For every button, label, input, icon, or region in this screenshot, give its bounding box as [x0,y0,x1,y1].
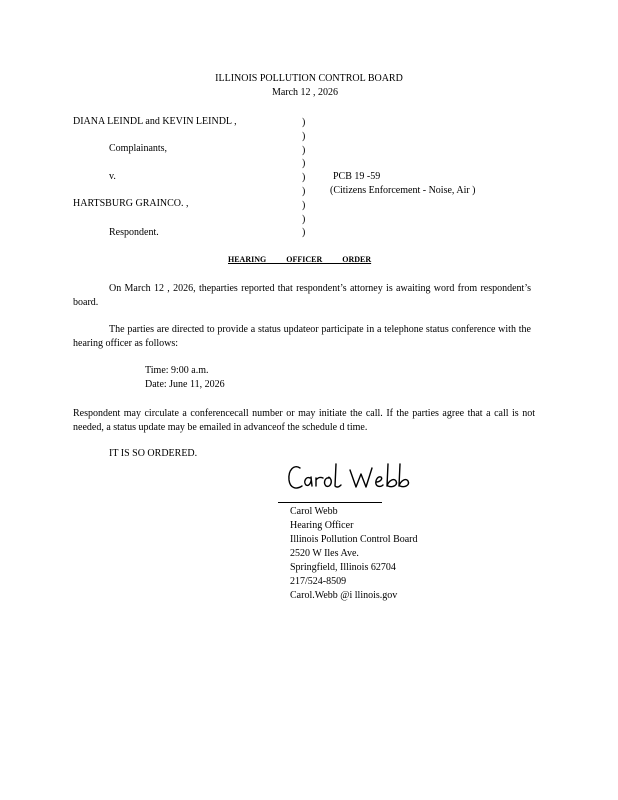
respondent-label: Respondent. [109,227,159,238]
order-title: HEARING OFFICER ORDER [228,255,372,264]
paren: ) [302,172,306,184]
paren: ) [302,117,306,128]
paren: ) [302,130,306,142]
conference-time: Time: 9:00 a.m. [145,365,209,376]
paren: ) [302,227,306,239]
handwritten-signature [286,458,416,498]
paragraph-call-instructions: Respondent may circulate a conferencecall number or may initiate the call. If the parties agree that a call is not needed, a status update may be emailed in advanceof the schedule d time. [73,408,535,433]
paren: ) [302,144,306,156]
caption-parentheses [302,116,305,240]
paren: ) [302,185,306,197]
paren: ) [302,158,306,170]
paragraph-directive: The parties are directed to provide a status updateor participate in a telephone status conference with the hearing officer as follows: [73,324,531,349]
complainants-names: DIANA LEINDL and KEVIN LEINDL , [73,116,237,127]
signature-line [278,502,382,503]
order-date: March 12 , 2026 [271,87,339,98]
signer-email: Carol.Webb @i llinois.gov [290,590,398,601]
signer-title: Hearing Officer [290,520,354,531]
signer-agency: Illinois Pollution Control Board [290,534,418,545]
signer-address: 2520 W Iles Ave. [290,548,359,559]
signer-city: Springfield, Illinois 62704 [290,562,396,573]
ordered-statement: IT IS SO ORDERED. [109,448,198,459]
complainants-label: Complainants, [109,143,168,154]
respondent-name: HARTSBURG GRAINCO. , [73,198,189,209]
paren: ) [302,213,306,225]
paren: ) [302,199,306,211]
versus-label: v. [109,171,116,182]
case-number: PCB 19 -59 [333,171,381,182]
signer-name: Carol Webb [290,506,338,517]
conference-date: Date: June 11, 2026 [145,379,225,390]
case-type: (Citizens Enforcement - Noise, Air ) [330,185,476,196]
signer-phone: 217/524-8509 [290,576,347,587]
paragraph-status: On March 12 , 2026, theparties reported that respondent’s attorney is awaiting word from respondent’s board. [73,283,531,308]
agency-heading: ILLINOIS POLLUTION CONTROL BOARD [215,73,403,84]
